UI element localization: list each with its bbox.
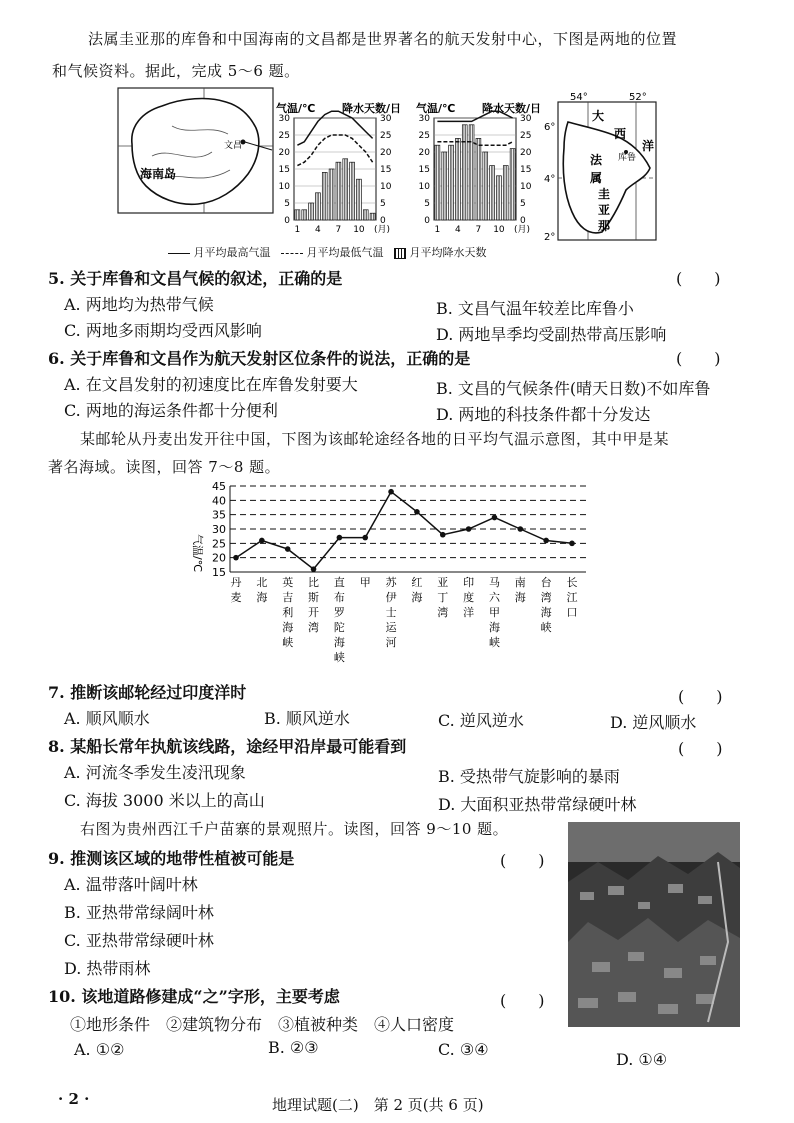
answer-blank[interactable]: ( ) — [676, 269, 721, 288]
hainan-map — [118, 88, 273, 213]
guiana-map — [544, 92, 656, 243]
left-axis-label: 气温/℃ — [416, 102, 456, 115]
chart-legend — [168, 244, 487, 260]
right-tick-label: 15 — [380, 165, 392, 175]
rain-bar — [322, 172, 327, 220]
left-tick-label: 30 — [278, 114, 290, 124]
option-c[interactable]: C. 两地多雨期均受西风影响 — [64, 321, 262, 340]
rain-bar — [490, 166, 495, 220]
right-tick-label: 20 — [380, 148, 392, 158]
rain-bar — [357, 179, 362, 220]
option-b[interactable]: B. 受热带气旋影响的暴雨 — [438, 767, 620, 786]
lat-label: 2° — [544, 232, 556, 243]
option-a[interactable]: A. ①② — [74, 1040, 125, 1059]
rain-bar — [370, 213, 375, 220]
rain-bar — [483, 152, 488, 220]
data-point — [543, 538, 549, 544]
max-temp-line — [297, 111, 372, 145]
left-tick-label: 25 — [418, 131, 430, 141]
rain-bar — [343, 159, 348, 220]
question-8-stem: 8. 某船长常年执航该线路，途经甲沿岸最可能看到 — [48, 737, 407, 756]
x-tick-label: 丹麦 — [230, 576, 242, 604]
answer-blank[interactable]: ( ) — [500, 991, 545, 1010]
left-tick-label: 15 — [278, 165, 290, 175]
data-point — [337, 535, 343, 541]
question-6-stem: 6. 关于库鲁和文昌作为航天发射区位条件的说法，正确的是 — [48, 349, 471, 368]
option-b[interactable]: B. 亚热带常绿阔叶林 — [64, 903, 214, 922]
x-tick-label: 马六甲海峡 — [488, 576, 500, 649]
right-tick-label: 30 — [380, 114, 392, 124]
left-tick-label: 10 — [278, 182, 290, 192]
right-tick-label: 5 — [520, 199, 526, 209]
y-tick-label: 25 — [212, 537, 226, 551]
left-tick-label: 20 — [278, 148, 290, 158]
answer-blank[interactable]: ( ) — [500, 851, 545, 870]
right-tick-label: 20 — [520, 148, 532, 158]
x-tick-label: 4 — [315, 225, 321, 235]
right-tick-label: 10 — [520, 182, 532, 192]
legend-min-label: 月平均最低气温 — [306, 246, 384, 259]
intro-line: 法属圭亚那的库鲁和中国海南的文昌都是世界著名的航天发射中心，下图是两地的位置 — [88, 30, 678, 48]
option-c[interactable]: C. 亚热带常绿硬叶林 — [64, 931, 214, 950]
page-mark: · 2 · — [58, 1090, 90, 1108]
option-c[interactable]: C. 逆风逆水 — [438, 711, 524, 730]
question-7-stem: 7. 推断该邮轮经过印度洋时 — [48, 683, 247, 702]
option-b[interactable]: B. ②③ — [268, 1038, 319, 1057]
rain-bar — [350, 162, 355, 220]
legend-max-line — [168, 253, 190, 254]
x-tick-label: 1 — [434, 225, 441, 235]
island-label: 海南岛 — [140, 167, 177, 181]
condition-list: ①地形条件 ②建筑物分布 ③植被种类 ④人口密度 — [70, 1015, 455, 1034]
rain-bar — [302, 210, 307, 220]
rain-bar — [329, 169, 334, 220]
map-label: 圭 — [598, 187, 611, 201]
legend-max-label: 月平均最高气温 — [193, 246, 271, 259]
lat-label: 4° — [544, 174, 556, 185]
temperature-line-chart — [186, 476, 606, 676]
right-tick-label: 15 — [520, 165, 532, 175]
map-label: 洋 — [642, 139, 655, 153]
climate-chart-2 — [416, 101, 541, 235]
data-point — [440, 532, 446, 538]
rain-bar — [449, 145, 454, 220]
legend-rain-swatch — [394, 248, 406, 259]
min-temp-line — [437, 142, 512, 145]
right-tick-label: 0 — [520, 216, 526, 226]
map-label: 属 — [590, 171, 603, 185]
map-label: 西 — [614, 127, 627, 141]
y-tick-label: 20 — [212, 551, 226, 565]
data-point — [414, 509, 420, 515]
rain-bar — [476, 138, 481, 220]
data-point — [285, 546, 291, 552]
min-temp-line — [297, 135, 372, 166]
x-tick-label: 亚丁湾 — [437, 576, 449, 619]
lon-label: 54° — [570, 92, 588, 103]
option-a[interactable]: A. 两地均为热带气候 — [64, 295, 214, 314]
option-a[interactable]: A. 在文昌发射的初速度比在库鲁发射要大 — [64, 375, 358, 394]
x-tick-label: 英吉利海峡 — [282, 576, 294, 649]
data-point — [233, 555, 239, 561]
x-tick-label: 甲 — [359, 576, 371, 589]
y-axis-label: 气温/℃ — [191, 534, 204, 573]
y-tick-label: 15 — [212, 566, 226, 579]
climate-chart-1 — [276, 101, 401, 235]
right-tick-label: 10 — [380, 182, 392, 192]
answer-blank[interactable]: ( ) — [678, 687, 723, 706]
question-9-stem: 9. 推测该区域的地带性植被可能是 — [48, 849, 295, 868]
option-d[interactable]: D. 大面积亚热带常绿硬叶林 — [438, 795, 637, 814]
x-tick-label: 比斯开湾 — [308, 576, 320, 634]
x-unit-label: (月) — [374, 225, 391, 235]
right-axis-label: 降水天数/日 — [342, 102, 402, 115]
data-point — [518, 526, 524, 532]
intro-line: 某邮轮从丹麦出发开往中国，下图为该邮轮途经各地的日平均气温示意图，其中甲是某 — [80, 430, 670, 448]
map-label: 那 — [598, 219, 611, 233]
village-photo-image — [568, 822, 740, 1027]
intro-line: 右图为贵州西江千户苗寨的景观照片。读图，回答 9～10 题。 — [80, 820, 509, 838]
data-point — [466, 526, 472, 532]
left-tick-label: 10 — [418, 182, 430, 192]
map-label: 大 — [592, 109, 605, 123]
legend-min-line — [281, 253, 303, 254]
rain-bar — [510, 149, 515, 220]
data-point — [362, 535, 368, 541]
option-b[interactable]: B. 文昌的气候条件(晴天日数)不如库鲁 — [436, 379, 711, 398]
option-a[interactable]: A. 温带落叶阔叶林 — [64, 875, 198, 894]
data-point — [259, 538, 265, 544]
option-d[interactable]: D. 两地的科技条件都十分发达 — [436, 405, 651, 424]
rain-bar — [462, 125, 467, 220]
y-tick-label: 35 — [212, 508, 226, 522]
map-label: 亚 — [598, 203, 611, 217]
intro-line: 著名海域。读图，回答 7～8 题。 — [48, 458, 281, 476]
intro-line: 和气候资料。据此，完成 5～6 题。 — [52, 62, 300, 80]
left-tick-label: 0 — [284, 216, 290, 226]
x-tick-label: 7 — [475, 225, 482, 235]
x-tick-label: 印度洋 — [463, 576, 475, 619]
option-c[interactable]: C. 海拔 3000 米以上的高山 — [64, 791, 265, 810]
x-tick-label: 南海 — [514, 576, 526, 604]
city-label: 文昌 — [224, 141, 243, 151]
x-tick-label: 台湾海峡 — [540, 576, 552, 634]
option-d[interactable]: D. 逆风顺水 — [610, 713, 697, 732]
right-axis-label: 降水天数/日 — [482, 102, 542, 115]
right-tick-label: 30 — [520, 114, 532, 124]
right-tick-label: 25 — [520, 131, 532, 141]
rain-bar — [503, 166, 508, 220]
village-photo — [568, 822, 740, 1027]
x-tick-label: 直布罗陀海峡 — [333, 576, 345, 664]
data-point — [311, 566, 317, 572]
footer-title: 地理试题(二) 第 2 页(共 6 页) — [272, 1096, 484, 1114]
question-10-stem: 10. 该地道路修建成“之”字形，主要考虑 — [48, 987, 340, 1006]
y-tick-label: 30 — [212, 523, 226, 536]
left-tick-label: 25 — [278, 131, 290, 141]
x-tick-label: 苏伊士运河 — [385, 576, 397, 649]
answer-blank[interactable]: ( ) — [676, 349, 721, 368]
rain-bar — [497, 176, 502, 220]
lat-label: 6° — [544, 122, 556, 133]
left-tick-label: 0 — [424, 216, 430, 226]
left-tick-label: 5 — [424, 199, 430, 209]
y-tick-label: 40 — [212, 494, 226, 508]
rain-bar — [336, 162, 341, 220]
option-c[interactable]: C. ③④ — [438, 1040, 489, 1059]
answer-blank[interactable]: ( ) — [678, 739, 723, 758]
option-c[interactable]: C. 两地的海运条件都十分便利 — [64, 401, 278, 420]
option-b[interactable]: B. 顺风逆水 — [264, 709, 350, 728]
city-label: 库鲁 — [618, 153, 637, 163]
right-tick-label: 5 — [380, 199, 386, 209]
left-tick-label: 20 — [418, 148, 430, 158]
x-tick-label: 红海 — [411, 576, 423, 604]
rain-bar — [295, 210, 300, 220]
option-b[interactable]: B. 文昌气温年较差比库鲁小 — [436, 299, 634, 318]
x-tick-label: 7 — [335, 225, 342, 235]
left-tick-label: 15 — [418, 165, 430, 175]
data-point — [388, 489, 394, 495]
lon-label: 52° — [629, 92, 647, 103]
x-tick-label: 4 — [455, 225, 461, 235]
rain-bar — [469, 125, 474, 220]
x-tick-label: 10 — [493, 225, 505, 235]
x-tick-label: 北海 — [256, 576, 268, 604]
question-5-stem: 5. 关于库鲁和文昌气候的叙述，正确的是 — [48, 269, 343, 288]
legend-rain-label: 月平均降水天数 — [409, 246, 487, 259]
right-tick-label: 0 — [380, 216, 386, 226]
data-point — [569, 541, 575, 547]
y-tick-label: 45 — [212, 480, 226, 493]
rain-bar — [456, 138, 461, 220]
x-tick-label: 10 — [353, 225, 365, 235]
rain-bar — [442, 152, 447, 220]
x-unit-label: (月) — [514, 225, 531, 235]
rain-bar — [363, 210, 368, 220]
x-tick-label: 长江口 — [566, 576, 578, 619]
left-tick-label: 30 — [418, 114, 430, 124]
left-axis-label: 气温/℃ — [276, 102, 316, 115]
map-label: 法 — [590, 153, 603, 167]
rain-bar — [435, 145, 440, 220]
left-tick-label: 5 — [284, 199, 290, 209]
option-a[interactable]: A. 河流冬季发生凌汛现象 — [64, 763, 246, 782]
data-point — [492, 515, 498, 521]
option-d[interactable]: D. ①④ — [616, 1050, 668, 1069]
rain-bar — [316, 193, 321, 220]
option-a[interactable]: A. 顺风顺水 — [64, 709, 150, 728]
right-tick-label: 25 — [380, 131, 392, 141]
climate-figure — [112, 86, 662, 266]
option-d[interactable]: D. 两地旱季均受副热带高压影响 — [436, 325, 667, 344]
x-tick-label: 1 — [294, 225, 301, 235]
option-d[interactable]: D. 热带雨林 — [64, 959, 151, 978]
rain-bar — [309, 203, 314, 220]
